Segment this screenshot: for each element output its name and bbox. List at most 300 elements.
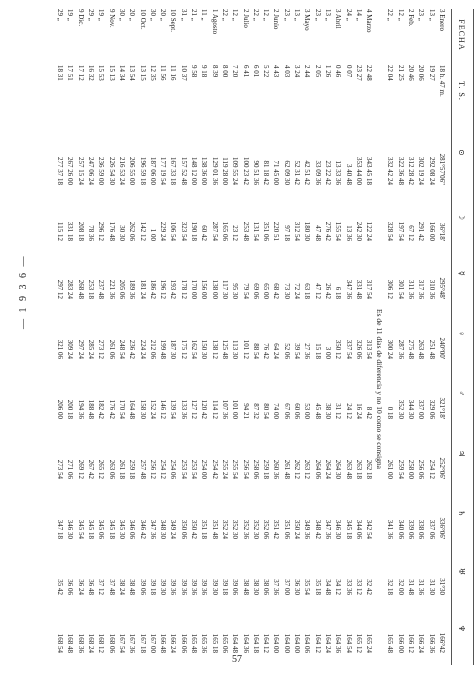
cell-neptune: 165 18 [210,633,219,653]
cell-sun: 52 31 42 [293,160,302,185]
cell-venus: 337 54 [344,339,353,359]
cell-ts: 5 22 [262,65,271,78]
cell-mercury: 196 12 [159,279,168,299]
cell-ts: 13 54 [128,65,137,81]
cell-neptune: 165 24 [365,633,374,653]
cell-fecha: 24 „ [344,9,353,21]
cell-ts: 6 41 [241,65,250,78]
cell-fecha: 2 Feb. [407,9,416,27]
cell-jupiter: 256 12 [148,459,157,479]
cell-moon: 155 54 [334,221,343,241]
cell-uranus: 31 30 [427,579,436,595]
cell-mars: 8 42 [365,406,374,419]
cell-fecha: 3 Enero [438,9,446,31]
cell-jupiter: 263 48 [344,459,353,479]
cell-mars: 158 30 [138,399,147,419]
header-jupiter: ♃ [457,449,466,459]
cell-ts: 15 13 [107,65,116,81]
cell-mars: 200 18 [66,399,75,419]
cell-jupiter: 253 54 [190,459,199,479]
cell-moon: 106 54 [169,221,178,241]
cell-uranus: 37 48 [107,579,116,595]
cell-fecha: 13 „ [427,9,436,21]
cell-neptune: 168 24 [87,633,96,653]
cell-moon: 253 48 [241,221,250,241]
cell-saturn: 352 36 [241,519,250,539]
cell-sun: 62 09 30 [282,160,291,185]
cell-saturn: 350 42 [190,519,199,539]
cell-ts: 11 16 [169,65,178,81]
cell-neptune: 168 12 [97,633,106,653]
cell-sun: 119 28 00 [221,157,229,185]
cell-uranus: 39 30 [210,579,219,595]
cell-saturn: 349 24 [169,519,178,539]
cell-mercury: 301 54 [396,279,405,299]
cell-moon: 296 12 [97,221,106,241]
cell-ts: 4 03 [282,65,291,78]
table-row [107,9,116,665]
cell-jupiter: 265 12 [97,459,106,479]
cell-fecha: 9 Nov. [107,9,116,28]
cell-fecha: 20 „ [128,9,137,21]
cell-sun: 353 44 00 [354,157,363,185]
table-row [364,9,373,665]
cell-saturn: 337 06 [427,519,436,539]
cell-jupiter: 254 42 [210,459,219,479]
cell-fecha: 19 „ [66,9,75,21]
table-row [158,9,167,665]
cell-moon: 323 54 [179,221,188,241]
cell-mars: 164 48 [128,399,137,419]
cell-saturn: 348 42 [313,519,322,539]
cell-venus: 212 06 [148,339,157,359]
cell-uranus: 36 06 [66,579,75,595]
cell-neptune: 164 48 [231,633,240,653]
cell-uranus: 39 06 [138,579,147,595]
cell-saturn: 351 42 [272,519,281,539]
cell-neptune: 167 00 [148,633,157,653]
cell-venus: 350 12 [334,339,343,359]
cell-venus: 187 30 [169,339,178,359]
cell-jupiter: 256 06 [417,459,426,479]
cell-fecha: 12 „ [396,9,405,21]
cell-saturn: 352 24 [221,519,229,539]
table-row [127,9,136,665]
cell-neptune: 164 00 [282,633,291,653]
cell-venus: 15 18 [313,343,322,359]
cell-uranus: 39 36 [179,579,188,595]
table-row [313,9,322,665]
cell-fecha: 23 „ [282,9,291,21]
cell-neptune: 166 06 [179,633,188,653]
cell-sun: 148 12 00 [190,157,199,185]
cell-moon: 30 30 [118,225,126,241]
table-row [199,9,208,665]
cell-sun: 292 08 24 [427,157,436,185]
cell-venus: 251 48 [427,339,436,359]
cell-jupiter: 263 18 [354,459,363,479]
cell-ts: 1 26 [324,65,332,78]
cell-venus: 125 48 [221,339,229,359]
cell-uranus: 38 06 [262,579,271,595]
cell-mars: 16 24 [354,403,363,419]
cell-venus: 199 48 [159,339,168,359]
cell-venus: 39 54 [293,343,302,359]
cell-ts: 0 07 [344,65,353,78]
cell-sun: 138 36 00 [200,157,209,185]
cell-saturn: 344 06 [354,519,363,539]
cell-ts: 19 27 [427,65,436,81]
cell-fecha: 29 „ [87,9,96,21]
cell-sun: 157 52 48 [179,157,188,185]
cell-ts: 13 15 [138,65,147,81]
cell-mars: 31 12 [334,403,343,419]
cell-saturn: 345 30 [118,519,126,539]
cell-uranus: 35 18 [313,579,322,595]
cell-moon: 229 24 [159,221,168,241]
cell-ts: 14 34 [118,65,126,81]
cell-moon: 312 54 [293,221,302,241]
table-row [323,9,332,665]
table-row [251,9,260,665]
cell-neptune: 166 48 [159,633,168,653]
cell-venus: 162 54 [190,339,199,359]
cell-mars: 329 06 [427,399,436,419]
cell-jupiter: 263 06 [107,459,116,479]
cell-uranus: 39 06 [231,579,240,595]
cell-jupiter: 262 12 [293,459,302,479]
cell-mercury: 310 36 [427,279,436,299]
cell-uranus: 37 00 [282,579,291,595]
cell-uranus: 38 48 [241,579,250,595]
cell-mars: 344 30 [407,399,416,419]
cell-saturn: 336°06' [438,517,446,539]
cell-neptune: 166°42 [438,632,446,653]
cell-neptune: 164 36 [334,633,343,653]
cell-jupiter: 254 00 [200,459,209,479]
cell-fecha: 14 „ [354,9,363,21]
cell-fecha: 13 „ [293,9,302,21]
cell-saturn: 351 06 [282,519,291,539]
cell-mercury: 26 42 [324,283,332,299]
cell-mercury: 283 24 [66,279,75,299]
cell-mars: 206 00 [56,399,65,419]
cell-mars: 194 36 [76,399,85,419]
cell-mercury: 221 36 [107,279,116,299]
cell-mars: 101 00 [231,399,240,419]
cell-sun: 206 55 00 [128,157,137,185]
cell-neptune: 165 48 [190,633,199,653]
cell-uranus: 35 54 [303,579,312,595]
cell-saturn: 341 36 [386,519,395,539]
cell-ts: 9 58 [190,65,199,78]
cell-jupiter: 252°06' [438,457,446,479]
cell-fecha: 23 „ [417,9,426,21]
cell-venus: 76 42 [262,343,271,359]
header-mercury: ☿ [457,271,466,277]
cell-mars: 188 48 [87,399,96,419]
cell-moon: 331 18 [66,221,75,241]
cell-neptune: 167 18 [138,633,147,653]
table-row [437,9,446,665]
table-row [230,9,239,665]
cell-fecha: 13 „ [324,9,332,21]
cell-mars: 107 36 [221,399,229,419]
cell-sun: 196 59 18 [138,157,147,185]
cell-mars: 74 00 [272,403,281,419]
cell-uranus: 39 36 [200,579,209,595]
cell-ts: 23 27 [354,65,363,81]
cell-jupiter: 259 54 [396,459,405,479]
cell-jupiter: 255 54 [231,459,240,479]
cell-mars: 45 48 [313,403,322,419]
cell-saturn: 347 36 [324,519,332,539]
cell-ts: 8 00 [221,65,229,78]
cell-mars: 182 42 [97,399,106,419]
cell-neptune: 164 00 [272,633,281,653]
cell-neptune: 164 12 [262,633,271,653]
cell-ts: 16 32 [87,65,96,81]
table-row [292,9,301,665]
cell-moon: 276 42 [324,221,332,241]
cell-mercury: 189 36 [128,279,137,299]
cell-venus: 309 24 [66,339,75,359]
cell-moon: 166 00 [427,221,436,241]
cell-saturn: 347 18 [56,519,65,539]
cell-fecha: 22 „ [251,9,260,21]
cell-mercury: 79 54 [241,283,250,299]
table-row [76,9,85,665]
cell-jupiter: 273 54 [56,459,65,479]
cell-jupiter: 260 36 [272,459,281,479]
cell-sun: 302 19 24 [417,157,426,185]
cell-uranus: 38 48 [128,579,137,595]
cell-uranus: 38 24 [118,579,126,595]
cell-moon: 180 30 [303,221,312,241]
table-row [55,9,64,665]
cell-saturn: 345 18 [87,519,96,539]
header-moon: ☽ [457,212,466,222]
cell-mars: 146 12 [159,399,168,419]
table-row [148,9,157,665]
cell-moon: 197 54 [396,221,405,241]
cell-mars: 114 12 [210,400,219,419]
cell-uranus: 32 00 [396,579,405,595]
cell-fecha: 29 „ [56,9,65,21]
cell-saturn: 342 54 [365,519,374,539]
cell-neptune: 164 00 [293,633,302,653]
cell-venus: 138 12 [210,339,219,359]
cell-saturn: 352 30 [251,519,260,539]
cell-sun: 42 51 42 [303,160,312,185]
cell-moon: 115 12 [56,222,65,241]
cell-mars: 152 24 [148,399,157,419]
cell-moon: 47 48 [313,225,322,241]
cell-mercury: 72 24 [293,283,302,299]
cell-fecha: 2 Julio [241,9,250,28]
table-row [220,9,229,665]
cell-fecha: 22 „ [386,9,395,21]
cell-jupiter: 254 12 [427,459,436,479]
table-row [344,9,353,665]
cell-moon: 122 24 [365,221,374,241]
cell-neptune: 166 36 [427,633,436,653]
cell-fecha: 30 „ [148,9,157,21]
cell-mercury: 95 30 [231,283,240,299]
cell-sun: 13 33 36 [334,160,343,185]
cell-sun: 3 40 48 [344,164,353,185]
cell-ts: 7 20 [231,65,240,78]
cell-jupiter: 264 06 [313,459,322,479]
cell-neptune: 164 06 [303,633,312,653]
cell-mercury: 317 54 [365,279,374,299]
cell-ts: 17 51 [66,65,75,81]
cell-fecha: 11 „ [200,9,209,21]
cell-venus: 240°00' [438,337,446,359]
cell-venus: 313 54 [365,339,374,359]
cell-venus: 3 00 [324,346,332,359]
table-row [386,9,395,665]
cell-fecha: 19 „ [97,9,106,21]
cell-uranus: 36 48 [87,579,96,595]
ephemeris-table [44,9,474,665]
cell-venus: 263 48 [417,339,426,359]
table-row [333,9,342,665]
cell-mars: 80 54 [262,403,271,419]
cell-jupiter: 261 18 [118,459,126,479]
cell-mercury: 73 30 [282,283,291,299]
table-row [210,9,219,665]
table-row [96,9,105,665]
cell-saturn: 352 30 [231,519,240,539]
cell-ts: 17 12 [76,65,85,81]
cell-neptune: 167 36 [128,633,137,653]
cell-saturn: 348 30 [159,519,168,539]
cell-ts: 2 05 [313,65,322,78]
cell-uranus: 33 12 [354,579,363,595]
cell-saturn: 340 06 [396,519,405,539]
cell-uranus: 35 42 [56,579,65,595]
cell-sun: 187 06 00 [148,157,157,185]
cell-venus: 27 36 [303,343,312,359]
cell-saturn: 351 48 [210,519,219,539]
table-row [427,9,436,665]
cell-venus: 321 06 [56,339,65,359]
cell-uranus: 36 30 [293,579,302,595]
cell-uranus: 39 18 [148,579,157,595]
cell-mercury: 69 06 [251,283,260,299]
cell-moon: 36°18' [438,222,446,241]
cell-jupiter: 254 12 [159,459,168,479]
cell-moon: 1 00 [148,228,157,241]
cell-moon: 60 42 [200,225,209,241]
cell-mars: 94 21 [241,403,250,419]
cell-venus: 261 06 [107,339,116,359]
cell-ts: 4 43 [272,65,281,78]
header-sun: ⊙ [457,149,466,157]
cell-mercury: 347 36 [344,279,353,299]
table-row [272,9,281,665]
cell-jupiter: 259 18 [262,459,271,479]
cell-moon: 190 18 [190,221,199,241]
cell-neptune: 165 36 [200,633,209,653]
cell-sun: 257 15 24 [76,157,85,185]
cell-fecha: 20 „ [159,9,168,21]
cell-fecha: 10 Oct. [138,9,147,30]
cell-neptune: 164 24 [324,633,332,653]
cell-mercury: 68 42 [272,283,281,299]
cell-venus: 285 24 [87,339,96,359]
cell-moon: 291 42 [417,221,426,241]
cell-venus: 175 12 [179,339,188,359]
cell-fecha: 4 Marzo [365,9,374,33]
cell-fecha: 30 „ [118,9,126,21]
cell-ts: 10 37 [179,65,188,81]
cell-fecha: 31 „ [179,9,188,21]
cell-moon: 13 36 [344,225,353,241]
cell-mercury: 170 00 [190,279,199,299]
cell-mercury: 178 12 [179,279,188,299]
cell-sun: 312 28 42 [407,157,416,185]
cell-ts: 0 46 [334,65,343,78]
cell-moon: 165 06 [221,221,229,241]
cell-uranus: 39 30 [159,579,168,595]
cell-saturn: 350 24 [293,519,302,539]
cell-sun: 236 59 00 [97,157,106,185]
cell-uranus: 36 24 [76,579,85,595]
table-row [138,9,147,665]
cell-mars: 321°18' [438,397,446,419]
cell-saturn: 345 06 [97,519,106,539]
cell-ts: 9 18 [200,65,209,78]
cell-jupiter: 261 00 [386,459,395,479]
table-row [117,9,126,665]
cell-mars: 127 12 [190,399,199,419]
cell-venus: 101 12 [241,339,250,359]
cell-fecha: 21 „ [190,9,199,21]
cell-jupiter: 267 42 [87,459,96,479]
cell-sun: 216 53 24 [118,157,126,185]
table-row [179,9,188,665]
table-row [406,9,415,665]
cell-saturn: 347 36 [148,519,157,539]
cell-sun: 100 23 42 [241,157,250,185]
cell-saturn: 345 54 [76,519,85,539]
cell-moon: 67 12 [407,225,416,241]
cell-mercury: 295°48' [438,277,446,299]
cell-sun: 322 36 48 [396,157,405,185]
cell-fecha: 3 Mayo [303,9,312,31]
cell-neptune: 166 12 [407,633,416,653]
table-row [261,9,270,665]
cell-ts: 18 h. 47 m. [438,65,446,97]
cell-venus: 88 54 [251,343,260,359]
cell-saturn: 346 42 [138,519,147,539]
cell-venus: 326 06 [354,339,363,359]
table-row [302,9,311,665]
cell-mercury: 63 18 [303,283,312,299]
cell-mercury: 331 48 [354,279,363,299]
cell-moon: 97 18 [282,225,291,241]
table-row [86,9,95,665]
table-row [241,9,250,665]
cell-neptune: 166 24 [417,633,426,653]
cell-jupiter: 257 48 [138,459,147,479]
cell-neptune: 166 24 [169,633,178,653]
cell-mercury: 138 00 [210,279,219,299]
cell-neptune: 164 12 [313,633,322,653]
cell-jupiter: 262 18 [365,459,374,479]
